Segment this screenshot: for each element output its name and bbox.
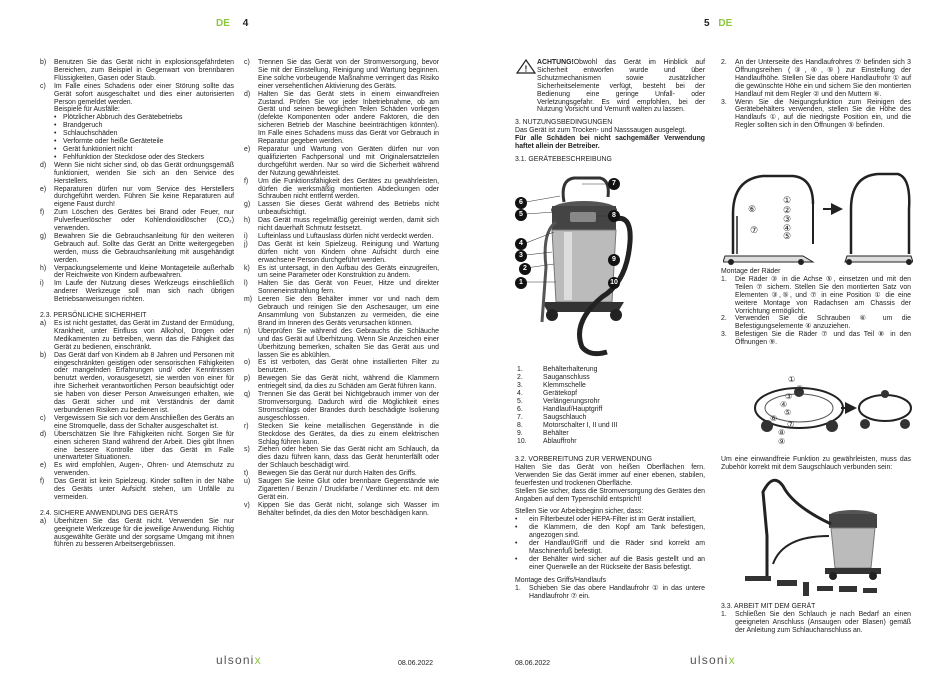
callout-6: 6 (515, 197, 527, 209)
parts-list-item (517, 430, 697, 438)
item-marker: c) (40, 82, 46, 90)
figure-label: ⑤ (784, 408, 792, 417)
part-number: 1. (517, 366, 523, 373)
figure-label: ⑦ (750, 225, 759, 235)
list-item (244, 328, 439, 360)
accessories-figure (743, 476, 911, 602)
parts-list-item (517, 422, 697, 430)
vacuum-cleaner-figure (512, 172, 642, 362)
item-text: Verpackungselemente und kleine Montageteile außerhalb der Reichweite von Kindern aufbewahren. (54, 264, 234, 280)
item-text: Im Laufe der Nutzung dieses Werkzeugs einschließlich anderer Werkzeuge soll man sich nach übrigen Betriebsanweisungen richten. (54, 280, 234, 304)
checklist-item (515, 556, 705, 572)
list-item (40, 478, 234, 502)
item-text: Bewegen Sie das Gerät nicht, während die Klammern entriegelt sind, da dies zu Schäden am Gerät führen kann. (258, 375, 439, 391)
section-3-3-title: 3.3. ARBEIT MIT DEM GERÄT (721, 603, 816, 610)
footer-date: 08.06.2022 (398, 660, 434, 667)
item-marker: k) (244, 264, 250, 272)
step-number: 3. (721, 98, 727, 106)
mount-handle-title: Montage des Griffs/Handlaufs (515, 576, 607, 584)
bullet-item (54, 122, 234, 130)
step-text: Befestigen Sie die Räder ⑦ und das Teil ⑧ in den Öffnungen ⑨. (735, 331, 911, 347)
checklist-text: der Behälter wird sicher auf die Basis gestellt und an einer Querwelle an der Rückseite der Basis befestigt. (529, 555, 705, 571)
bullet-mark: • (515, 540, 518, 548)
bullet-text: Schlauchschäden (63, 130, 118, 138)
callout-10: 10 (608, 277, 620, 289)
item-marker: d) (40, 161, 47, 169)
callout-4: 4 (515, 238, 527, 250)
callout-1: 1 (515, 277, 527, 289)
parts-list-item (517, 398, 697, 406)
checklist-item (515, 524, 705, 540)
handle-step (721, 59, 911, 99)
brand-logo: ulsonix (216, 653, 262, 667)
wheels-steps (721, 276, 911, 347)
bullet-item (54, 154, 234, 162)
part-number: 8. (517, 422, 523, 429)
step-number: 2. (721, 315, 727, 323)
parts-list-item (517, 374, 697, 382)
list-item (40, 186, 234, 210)
part-name: Motorschalter I, II und III (543, 422, 618, 429)
list-item (40, 59, 234, 83)
bullet-text: Plötzlicher Abbruch des Gerätebetriebs (63, 114, 183, 122)
item-marker: f) (40, 209, 45, 217)
callout-2: 2 (519, 263, 531, 275)
item-marker: j) (244, 240, 248, 248)
bullet-mark: • (54, 114, 57, 122)
figure-label: ④ (780, 400, 788, 409)
language-code: DE (216, 18, 230, 29)
figure-label: ⑨ (778, 437, 786, 446)
parts-list (517, 366, 697, 446)
page-header-left (216, 18, 248, 29)
item-marker: m) (244, 296, 253, 304)
item-text: Um die Funktionsfähigkeit des Gerätes zu gewährleisten, dürfen die werksmäßig montierten Abdeckungen oder Schrauben nicht entfernt werden. (258, 177, 439, 201)
item-text: Leeren Sie den Behälter immer vor und nach dem Gebrauch und reinigen Sie den Aschesauger, um eine Ansammlung von Substanzen zu vermeiden, die eine Brand im Inneren des Geräts verursachen können. (258, 296, 439, 327)
item-text: Wenn Sie nicht sicher sind, ob das Gerät ordnungsgemäß funktioniert, wenden Sie sich an den Service des Herstellers. (54, 161, 234, 185)
figure-label: ① (788, 375, 796, 384)
figure-label: ③ (783, 214, 792, 224)
list-item (40, 352, 234, 415)
parts-list-item (517, 406, 697, 414)
list-item (40, 106, 234, 114)
item-text: Halten Sie das Gerät stets in einem einwandfreien Zustand. Prüfen Sie vor jeder Inbetriebnahme, ob am Gerät und seinen beweglichen Teilen Schäden vorliegen (defekte Komponenten oder andere Faktoren, die den sicheren Betrieb der Maschine beeinträchtigen könnten). Im Falle eines Schadens muss das Gerät vor Gebrauch in Reparatur gegeben werden. (258, 90, 439, 146)
item-marker: s) (244, 446, 250, 454)
list-item (244, 59, 439, 91)
section-3-text: Das Gerät ist zum Trocken- und Nasssaugen ausgelegt. (515, 127, 687, 135)
item-marker: o) (244, 359, 251, 367)
callout-3: 3 (515, 250, 527, 262)
item-text: Das Gerät darf von Kindern ab 8 Jahren und Personen mit eingeschränkten geistigen oder sensorischen Fähigkeiten oder mangelnden Erfahrungen und/ oder Kenntnissen benutzt werden, vorausgesetzt, sie werden von einer für ihre Sicherheit verantwortlichen Person beaufsichtigt oder sie haben von dieser Person Anweisungen erhalten, wie das Gerät sicher und mit Verständnis der damit verbundenen Risiken zu bedienen ist. (54, 351, 234, 414)
step-number: 2. (721, 59, 727, 66)
figure-label: ② (783, 205, 792, 215)
item-text: Überhitzen Sie das Gerät nicht. Verwenden Sie nur geeignete Werkzeuge für die jeweilige Anwendung. Richtig ausgewählte Geräte und der sorgsame Umgang mit ihnen führen zu besseren Arbeitsergebnissen. (54, 517, 234, 549)
item-text: Im Falle eines Schadens oder einer Störung sollte das Gerät sofort ausgeschaltet und dies einer autorisierten Person gemeldet werden. (54, 82, 234, 106)
item-marker: g) (40, 232, 47, 240)
item-marker: e) (40, 462, 47, 470)
section-3-1-title: 3.1. GERÄTEBESCHREIBUNG (515, 155, 612, 163)
item-text: Es ist nicht gestattet, das Gerät im Zustand der Ermüdung, Krankheit, unter Einfluss von Alkohol, Drogen oder Medikamenten zu betreiben, wenn das die Fähigkeit das Gerät zu bedienen, einschränkt. (54, 320, 234, 351)
parts-list-item (517, 366, 697, 374)
item-text: Überprüfen Sie während des Gebrauchs die Schläuche und das Gerät auf Überhitzung. Wenn Sie Anzeichen einer Überhitzung bemerken, schalten Sie das Gerät aus und lassen Sie es abkühlen. (258, 327, 439, 359)
part-number: 9. (517, 430, 523, 437)
item-marker: c) (244, 59, 250, 66)
figure-label: ③ (785, 392, 793, 401)
item-marker (40, 106, 54, 114)
item-text: Benutzen Sie das Gerät nicht in explosionsgefährdeten Bereichen, zum Beispiel in Gegenwart von brennbaren Flüssigkeiten, Gasen oder Staub. (54, 59, 234, 82)
item-text: Stecken Sie keine metallischen Gegenstände in die Steckdose des Gerätes, da dies zu einem elektrischen Schlag führen kann. (258, 422, 439, 446)
list-item (244, 478, 439, 502)
list-item (244, 91, 439, 146)
figure-label: ⑦ (787, 420, 795, 429)
part-name: Klemmschelle (543, 382, 586, 389)
item-text: Lufteinlass und Luftauslass dürfen nicht verdeckt werden. (258, 232, 434, 240)
list-item (40, 265, 234, 281)
bullet-mark: • (515, 555, 518, 563)
checklist-text: ein Filterbeutel oder HEPA-Filter ist im Gerät installiert, (529, 516, 696, 524)
item-text: Das Gerät ist kein Spielzeug. Reinigung und Wartung dürfen nicht von Kindern ohne Aufsicht durch eine erwachsene Person durchgeführt werden. (258, 240, 439, 264)
item-marker: d) (244, 90, 251, 98)
part-number: 5. (517, 398, 523, 405)
mount-step-1: 1. Schieben Sie das obere Handlaufrohr ① in das untere Handlaufrohr ⑦ ein. (515, 584, 705, 600)
figure-label: ④ (783, 223, 792, 233)
bullet-mark: • (54, 145, 57, 153)
item-text: Überschätzen Sie Ihre Fähigkeiten nicht. Sorgen Sie für einen sicheren Stand während der Arbeit. Dies gibt Ihnen eine bessere Kontrolle über das Gerät im Falle unerwarteter Situationen. (54, 430, 234, 462)
item-text: Trennen Sie das Gerät bei Nichtgebrauch immer von der Stromversorgung. Dadurch wird die Möglichkeit eines Stromschlags oder Brandes durch beschädigte Isolierung ausgeschlossen. (258, 391, 439, 422)
item-text: Das Gerät ist kein Spielzeug. Kinder sollten in der Nähe des Geräts unter Aufsicht stehen, um Unfälle zu vermeiden. (54, 478, 234, 501)
list-item (244, 470, 439, 478)
step-text: An der Unterseite des Handlaufrohres ⑦ befinden sich 3 Öffnungsreihen (③,④,⑤) zur Einstellung der Handlaufhöhe. Stellen Sie das obere Handlaufrohr ① auf die gewünschte Höhe ein und sichern Sie den montierten Handlauf mit dem Regler ② und den Muttern ⑥. (735, 59, 911, 98)
bullet-text: Gerät funktioniert nicht (63, 145, 133, 153)
wheels-title: Montage der Räder (721, 268, 781, 275)
list-item (40, 518, 234, 550)
wheels-assembly-figure (737, 366, 913, 452)
list-item (40, 320, 234, 352)
page-number: 4 (242, 18, 249, 29)
list-item (40, 83, 234, 107)
section-3-2-title: 3.2. VORBEREITUNG ZUR VERWENDUNG (515, 456, 652, 463)
list-item (40, 233, 234, 265)
item-marker: h) (40, 264, 47, 272)
right-page (475, 0, 950, 674)
part-name: Handlauf/Hauptgriff (543, 406, 603, 413)
list-item (244, 359, 439, 375)
item-marker: a) (40, 517, 47, 525)
list-item (244, 502, 439, 518)
checklist-item (515, 516, 705, 524)
section-3-3 (721, 603, 911, 635)
part-number: 3. (517, 382, 523, 389)
bullet-item (54, 130, 234, 138)
part-name: Gerätekopf (543, 390, 578, 397)
bullet-item (54, 114, 234, 122)
item-marker: f) (40, 478, 45, 486)
item-text: Vergewissern Sie sich vor dem Anschließen des Geräts an eine Stromquelle, dass der Schalter ausgeschaltet ist. (54, 414, 234, 430)
warning-icon (515, 59, 537, 74)
item-marker: a) (40, 320, 47, 327)
list-item (244, 375, 439, 391)
list-item (244, 241, 439, 265)
page-header-right (704, 18, 732, 29)
checklist-text: die Klammern, die den Kopf am Tank befestigen, angezogen sind. (529, 524, 705, 540)
list-item (244, 280, 439, 296)
item-marker: g) (244, 201, 251, 209)
item-marker: r) (244, 422, 249, 430)
list-item (244, 265, 439, 281)
section-3-title: 3. NUTZUNGSBEDINGUNGEN (515, 119, 613, 127)
step-number: 1. (721, 275, 727, 283)
checklist-text: der Handlauf/Griff und die Räder sind korrekt am Maschinenfuß befestigt. (529, 540, 705, 555)
figure-label: ⑤ (783, 231, 792, 241)
bullet-text: Fehlfunktion der Steckdose oder des Steckers (63, 153, 204, 161)
step-text: Wenn Sie die Neigungsfunktion zum Reinigen des Gerätebehälters verwenden, stellen Sie die Höhe des Handlaufs ①, auf die niedrigste Position ein, und die Regler sollten sich in den Öffnungen ⑤ befinden. (735, 98, 911, 130)
callout-8: 8 (608, 210, 620, 222)
warning-block (515, 59, 705, 114)
left-column-1 (40, 59, 234, 549)
item-text: Lassen Sie dieses Gerät während des Betriebs nicht unbeaufsichtigt. (258, 201, 439, 217)
figure-label: ② (796, 384, 804, 393)
list-item (244, 217, 439, 233)
bullet-mark: • (54, 130, 57, 138)
item-marker: b) (40, 59, 47, 66)
item-text: Reparatur und Wartung von Geräten dürfen nur von qualifizierten Fachpersonal und mit Originalersatzteilen durchgeführt werden. Nur so wird die Sicherheit während der Nutzung gewährleistet. (258, 145, 439, 177)
part-name: Behälter (543, 430, 569, 437)
item-marker: c) (40, 414, 46, 422)
bullet-item (54, 138, 234, 146)
section-3-2 (515, 456, 705, 600)
warning-text: Obwohl das Gerät im Hinblick auf Sicherheit entworfen wurde und über Schutzmechanismen sowie zusätzlicher Sicherheitselemente verfügt, besteht bei der Bedienung eine geringe Unfall- oder Verletzungsgefahr. Es wird empfohlen, bei der Nutzung Vorsicht und Vernunft walten zu lassen. (537, 59, 705, 114)
item-marker: l) (244, 280, 248, 288)
item-marker: t) (244, 470, 249, 478)
part-number: 6. (517, 406, 523, 413)
wheels-section (721, 268, 911, 347)
part-number: 7. (517, 414, 523, 421)
item-marker: f) (244, 177, 249, 185)
section-heading: 2.3. PERSÖNLICHE SICHERHEIT (40, 312, 147, 320)
item-text: Bewegen Sie das Gerät nur durch Halten des Griffs. (258, 470, 417, 478)
item-text: Trennen Sie das Gerät von der Stromversorgung, bevor Sie mit der Einstellung, Reinigung und Wartung beginnen. Eine solche vorbeugende Maßnahme verringert das Risiko einer versehentlichen Aktivierung des Geräts. (258, 59, 439, 90)
item-marker: e) (244, 145, 251, 153)
list-item (40, 462, 234, 478)
step-text: Verwenden Sie die Schrauben ⑥ um die Befestigungselemente ④ anzuziehen. (735, 315, 911, 331)
right-column-1 (515, 59, 705, 164)
item-marker: i) (40, 280, 44, 288)
section-heading: 2.4. SICHERE ANWENDUNG DES GERÄTS (40, 509, 178, 517)
handle-step (721, 99, 911, 131)
item-marker: e) (40, 185, 47, 193)
item-text: Es ist untersagt, in den Aufbau des Geräts einzugreifen, um seine Parameter oder Konstruktion zu ändern. (258, 264, 439, 280)
list-item (40, 415, 234, 431)
part-name: Verlängerungsrohr (543, 398, 600, 405)
wheels-step (721, 276, 911, 316)
bullet-mark: • (515, 524, 518, 532)
part-name: Saugschlauch (543, 414, 587, 421)
bullet-mark: • (54, 153, 57, 161)
item-marker: v) (244, 501, 250, 509)
brand-logo: ulsonix (690, 653, 736, 667)
step-text: Die Räder ③ in die Achse ⑤, einsetzen und mit den Teilen ⑦ sichern. Stellen Sie den montierten Satz von Elementen ③,⑤, und ⑦ in eine Position ① die eine weitere Montage von Radachsen am Chassis der Vorrichtung ermöglicht. (735, 275, 911, 315)
svg-text:!: ! (524, 64, 528, 74)
wheels-step (721, 315, 911, 331)
figure-label: ⑧ (778, 428, 786, 437)
right-column-2 (721, 59, 911, 130)
list-item (244, 201, 439, 217)
checklist (515, 516, 705, 571)
parts-list-item (517, 438, 697, 446)
language-code: DE (718, 18, 733, 29)
figure-label: ① (783, 195, 792, 205)
list-item (244, 146, 439, 178)
left-column-2 (244, 59, 439, 518)
page-number: 5 (704, 18, 710, 29)
list-item (244, 178, 439, 202)
list-item (244, 446, 439, 470)
figure-label: ⑥ (748, 204, 757, 214)
part-number: 2. (517, 374, 523, 381)
item-marker: q) (244, 391, 251, 399)
section-3-2-paragraph-1: Halten Sie das Gerät von heißen Oberflächen fern. Verwenden Sie das Gerät immer auf einer ebenen, stabilen, feuerfesten und trockenen Oberfläche. (515, 463, 705, 487)
item-marker: i) (244, 232, 248, 240)
item-text: Saugen Sie keine Glut oder brennbare Gegenstände wie Zigaretten / Benzin / Druckfarbe / Verdünner etc. mit dem Gerät ein. (258, 478, 439, 501)
wheels-step (721, 331, 911, 347)
list-item (40, 431, 234, 463)
item-text: Beispiele für Ausfälle: (54, 106, 120, 114)
item-text: Das Gerät muss regelmäßig gereinigt werden, damit sich nicht dauerhaft Schmutz festsetzt. (258, 217, 439, 233)
warning-label: ACHTUNG! (537, 59, 574, 66)
item-text: Ziehen oder heben Sie das Gerät nicht am Schlauch, da dies dazu führen kann, dass das Gerät herunterfällt oder der Schlauch beschädigt wird. (258, 446, 439, 470)
item-text: Bewahren Sie die Gebrauchsanleitung für den weiteren Gebrauch auf. Sollte das Gerät an Dritte weitergegeben werden, muss die Gebrauchsanleitung mit ausgehändigt werden. (54, 232, 234, 264)
callout-9: 9 (608, 254, 620, 266)
item-marker: h) (244, 217, 251, 225)
parts-list-item (517, 382, 697, 390)
parts-list-item (517, 414, 697, 422)
part-name: Ablauffrohr (543, 438, 577, 445)
bullet-mark: • (54, 122, 57, 130)
part-number: 10. (517, 438, 527, 445)
section-3-2-paragraph-3: Stellen Sie vor Arbeitsbeginn sicher, dass: (515, 508, 644, 516)
section-3-3-step-1: 1. Schließen Sie den Schlauch je nach Bedarf an einen geeigneten Anschluss (Ansaugen oder Blasen) gemäß der Anleitung zum Schlauchanschluss an. (721, 610, 911, 634)
checklist-item (515, 540, 705, 556)
parts-list-item (517, 390, 697, 398)
item-text: Halten Sie das Gerät von Feuer, Hitze und direkter Sonneneinstrahlung fern. (258, 280, 439, 296)
section-3-2-paragraph-2: Stellen Sie sicher, dass die Stromversorgung des Gerätes den Angaben auf dem Typenschild entspricht! (515, 487, 705, 503)
bullet-mark: • (515, 516, 518, 524)
item-marker: n) (244, 327, 251, 335)
step-number: 3. (721, 331, 727, 339)
list-item (244, 391, 439, 423)
bullet-item (54, 146, 234, 154)
footer-date: 08.06.2022 (515, 660, 551, 667)
part-number: 4. (517, 390, 523, 397)
callout-5: 5 (515, 209, 527, 221)
item-marker: b) (40, 351, 47, 359)
item-text: Es ist verboten, das Gerät ohne installierten Filter zu benutzen. (258, 359, 439, 375)
list-item (244, 233, 439, 241)
part-name: Sauganschluss (543, 374, 590, 381)
item-text: Reparaturen dürfen nur vom Service des Herstellers durchgeführt werden. Führen Sie keine Reparaturen auf eigene Faust durch! (54, 185, 234, 209)
list-item (40, 280, 234, 304)
bullet-mark: • (54, 138, 57, 146)
list-item (40, 162, 234, 186)
bullet-text: Verformte oder heiße Geräteteile (63, 138, 164, 146)
part-name: Behälterhalterung (543, 366, 598, 373)
item-marker: p) (244, 375, 251, 383)
list-item (40, 209, 234, 233)
list-item (244, 296, 439, 328)
item-marker: d) (40, 430, 47, 438)
figure-label: ⑥ (770, 414, 778, 423)
item-text: Zum Löschen des Gerätes bei Brand oder Feuer, nur Pulverfeuerlöscher oder Kohlendioxidlöscher (CO₂) verwenden. (54, 209, 234, 233)
callout-7: 7 (608, 178, 620, 190)
item-text: Kippen Sie das Gerät nicht, solange sich Wasser im Behälter befindet, da dies den Motor beschädigen kann. (258, 501, 439, 517)
section-3-liability: Für alle Schäden bei nicht sachgemäßer Verwendung haftet allein der Betreiber. (515, 135, 705, 151)
accessory-note: Um eine einwandfreie Funktion zu gewährleisten, muss das Zubehör korrekt mit dem Saugschlauch verbunden sein: (721, 456, 911, 471)
handle-assembly-figure (723, 164, 913, 266)
item-text: Es wird empfohlen, Augen-, Ohren- und Atemschutz zu verwenden. (54, 462, 234, 478)
item-marker: u) (244, 478, 251, 486)
bullet-text: Brandgeruch (63, 122, 103, 130)
list-item (244, 423, 439, 447)
